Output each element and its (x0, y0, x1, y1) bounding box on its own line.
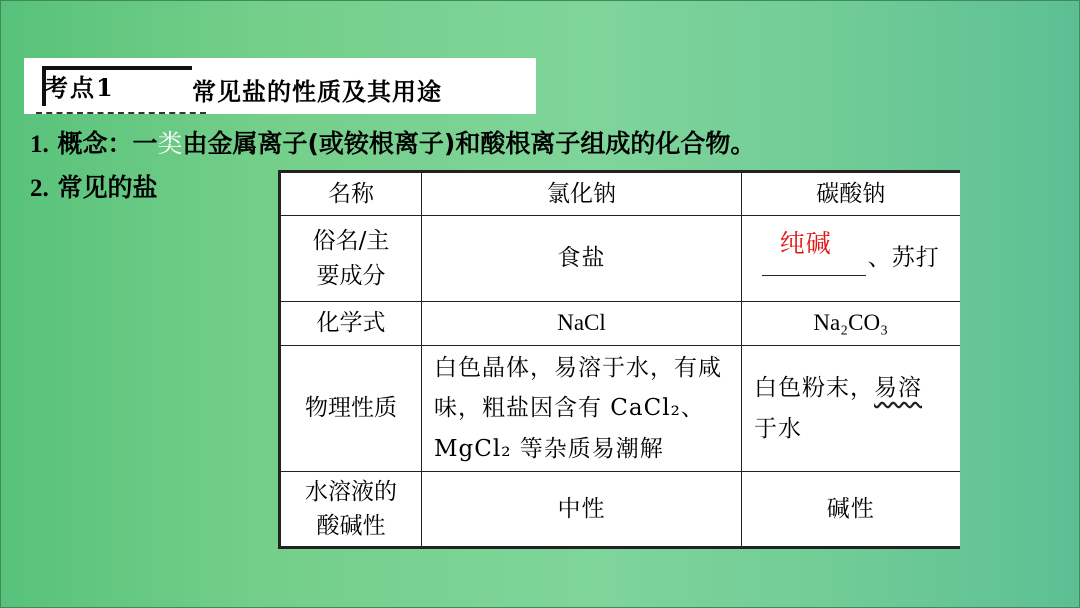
nacl-physical (422, 346, 742, 472)
concept-number: 1. (30, 131, 49, 158)
concept-prefix: 概念：一 (57, 129, 158, 158)
row-label-physical: 物理性质 (280, 346, 422, 472)
section-number: 2. (30, 175, 49, 202)
table-row (280, 216, 960, 302)
nacl-acidity: 中性 (422, 472, 742, 548)
nacl-common-name: 食盐 (422, 216, 742, 302)
label-line: 酸碱性 (316, 513, 386, 539)
text-line: 于水 (754, 415, 802, 442)
concept-text: 由金属离子(或铵根离子)和酸根离子组成的化合物。 (182, 129, 756, 158)
header-na2co3: 碳酸钠 (742, 172, 960, 216)
row-label-formula: 化学式 (280, 302, 422, 346)
na2co3-common-name (742, 216, 960, 302)
topic-banner (24, 58, 536, 114)
table-row (280, 302, 960, 346)
common-salts-heading (30, 168, 157, 204)
table-row (280, 472, 960, 548)
concept-definition (30, 124, 755, 160)
topic-title: 常见盐的性质及其用途 (192, 77, 442, 106)
table-row (280, 346, 960, 472)
salt-comparison-table (278, 170, 960, 549)
label-line: 水溶液的 (305, 478, 397, 505)
text-line: 白色粉末， (754, 375, 874, 402)
row-label-acidity (280, 472, 422, 548)
table-header-row (280, 172, 960, 216)
label-line: 俗名/主 (312, 228, 390, 254)
label-line: 要成分 (316, 262, 386, 289)
row-label-common-name (280, 216, 422, 302)
topic-badge-label: 考点1 (44, 73, 115, 102)
header-name: 名称 (280, 172, 422, 216)
answer-text: 纯碱 (779, 229, 832, 259)
answer-blank (762, 229, 866, 276)
na2co3-physical (742, 346, 960, 472)
concept-highlight: 类 (157, 129, 183, 158)
header-nacl: 氯化钠 (422, 172, 742, 216)
text-line: MgCl₂ 等杂质易潮解 (434, 435, 664, 462)
text-line: 白色晶体，易溶于水，有咸 (434, 355, 722, 382)
text-line: 味，粗盐因含有 CaCl₂、 (434, 395, 705, 422)
na2co3-formula: Na₂CO₃ (742, 302, 960, 346)
emphasis-text: 易溶 (874, 375, 922, 402)
na2co3-alias: 、苏打 (867, 244, 940, 271)
section-label: 常见的盐 (57, 173, 158, 202)
nacl-formula: NaCl (422, 302, 742, 346)
na2co3-acidity: 碱性 (742, 472, 960, 548)
